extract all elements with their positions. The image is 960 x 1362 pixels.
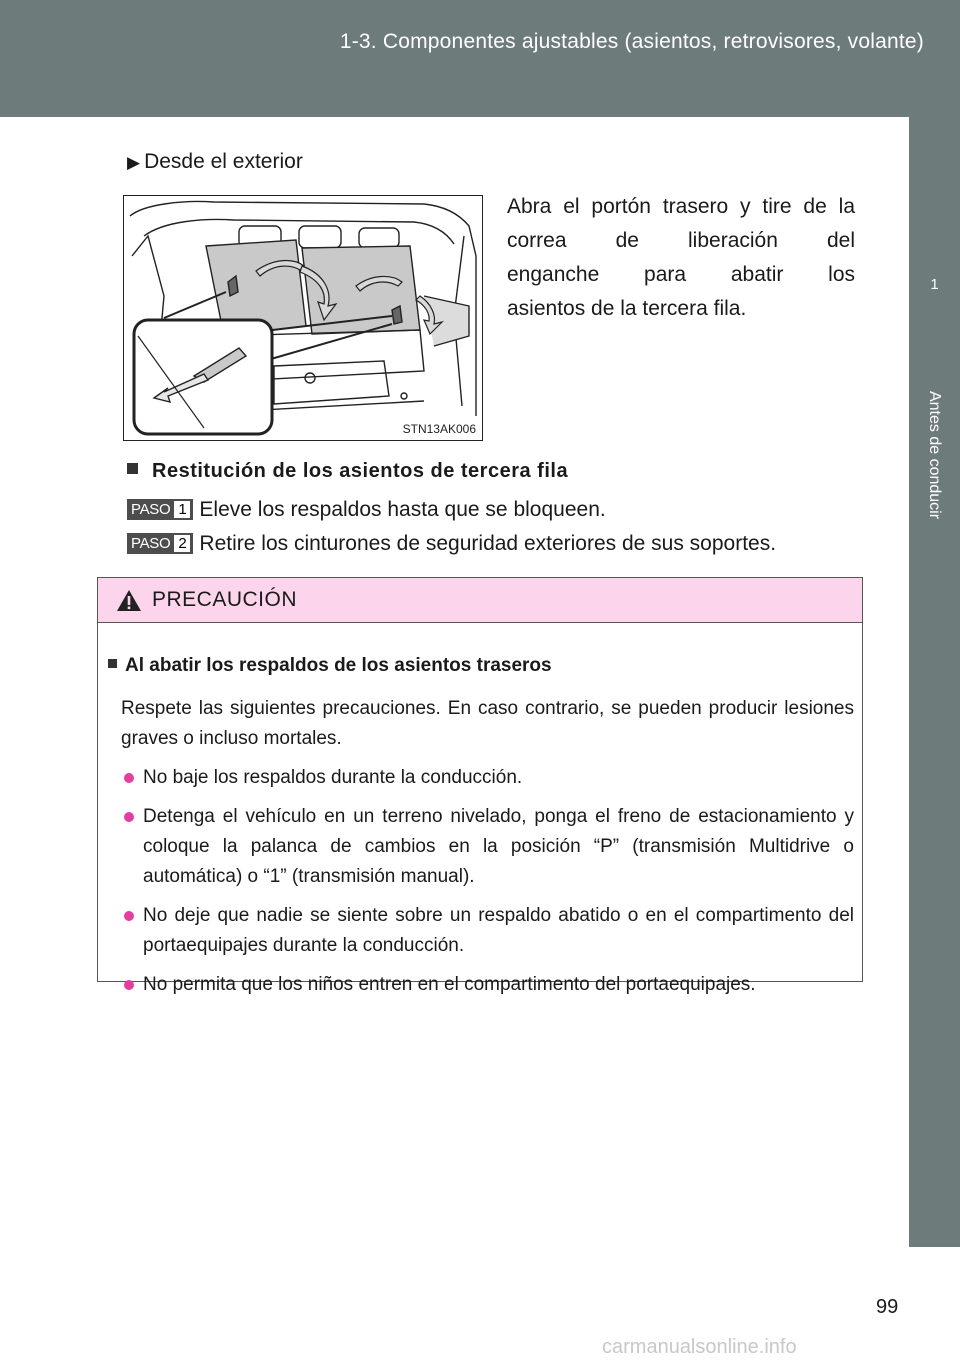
- side-tab-number: 1: [930, 276, 939, 293]
- caution-heading: PRECAUCIÓN: [152, 588, 298, 611]
- figure-text-line: correa de liberación del: [507, 229, 855, 252]
- step-badge-label: PASO: [131, 501, 171, 518]
- subsection-heading: [127, 150, 303, 174]
- step-text: Retire los cinturones de seguridad exteriores de sus soportes.: [199, 532, 777, 555]
- caution-bullet-text: No baje los respaldos durante la conducción.: [143, 767, 523, 788]
- header-title: 1-3. Componentes ajustables (asientos, retrovisores, volante): [339, 30, 924, 53]
- figure-instruction: [507, 190, 855, 326]
- step-badge-number: 2: [173, 534, 191, 553]
- seat-release-illustration: [123, 195, 483, 441]
- side-tab-label: Antes de conducir: [926, 390, 943, 520]
- caution-body: [98, 623, 862, 1000]
- square-bullet-icon: [108, 659, 117, 668]
- step-text: Eleve los respaldos hasta que se bloqueen.: [199, 498, 606, 521]
- subsection-label: Desde el exterior: [144, 150, 303, 173]
- section-title: [127, 460, 568, 483]
- figure-text-line: asientos de la tercera fila.: [507, 297, 747, 320]
- watermark: carmanualsonline.info: [602, 1336, 797, 1358]
- caution-intro: Respete las siguientes precauciones. En caso contrario, se pueden producir lesiones graves o incluso mortales.: [121, 698, 854, 749]
- figure-code: STN13AK006: [402, 422, 476, 436]
- caution-bullet: [108, 901, 854, 961]
- seat-illustration-drawing: [124, 196, 481, 439]
- caution-bullet-text: Detenga el vehículo en un terreno nivelado, ponga el freno de estacionamiento y coloque la palanca de cambios en la posición “P” (transmisión Multidrive o automática) o “1” (transmisión manual).: [143, 806, 854, 887]
- bullet-dot-icon: [124, 812, 134, 822]
- step-badge-number: 1: [173, 500, 191, 519]
- play-arrow-icon: ▶: [127, 153, 141, 172]
- figure-text-line: Abra el portón trasero y tire de la: [507, 195, 855, 218]
- page-number: 99: [876, 1296, 899, 1318]
- caution-bullet-text: No deje que nadie se siente sobre un respaldo abatido o en el compartimento del portaequipajes durante la conducción.: [143, 905, 854, 956]
- section-title-text: Restitución de los asientos de tercera fila: [152, 460, 569, 482]
- figure-text-line: enganche para abatir los: [507, 263, 855, 286]
- caution-title: [108, 651, 854, 681]
- step-badge: [127, 499, 193, 520]
- bullet-dot-icon: [124, 911, 134, 921]
- caution-bullet: [108, 970, 854, 1000]
- warning-triangle-icon: [116, 589, 142, 612]
- caution-bullet: [108, 802, 854, 892]
- side-tab-top: [909, 117, 960, 357]
- caution-bullet: [108, 763, 854, 793]
- caution-title-text: Al abatir los respaldos de los asientos traseros: [125, 655, 552, 676]
- bullet-dot-icon: [124, 773, 134, 783]
- step-2: [127, 532, 776, 556]
- page-header: [0, 0, 960, 117]
- step-1: [127, 498, 606, 522]
- square-bullet-icon: [127, 463, 138, 474]
- caution-header: [98, 578, 862, 623]
- caution-bullet-text: No permita que los niños entren en el compartimento del portaequipajes.: [143, 974, 756, 995]
- caution-box: [97, 577, 863, 995]
- bullet-dot-icon: [124, 980, 134, 990]
- step-badge: [127, 533, 193, 554]
- step-badge-label: PASO: [131, 535, 171, 552]
